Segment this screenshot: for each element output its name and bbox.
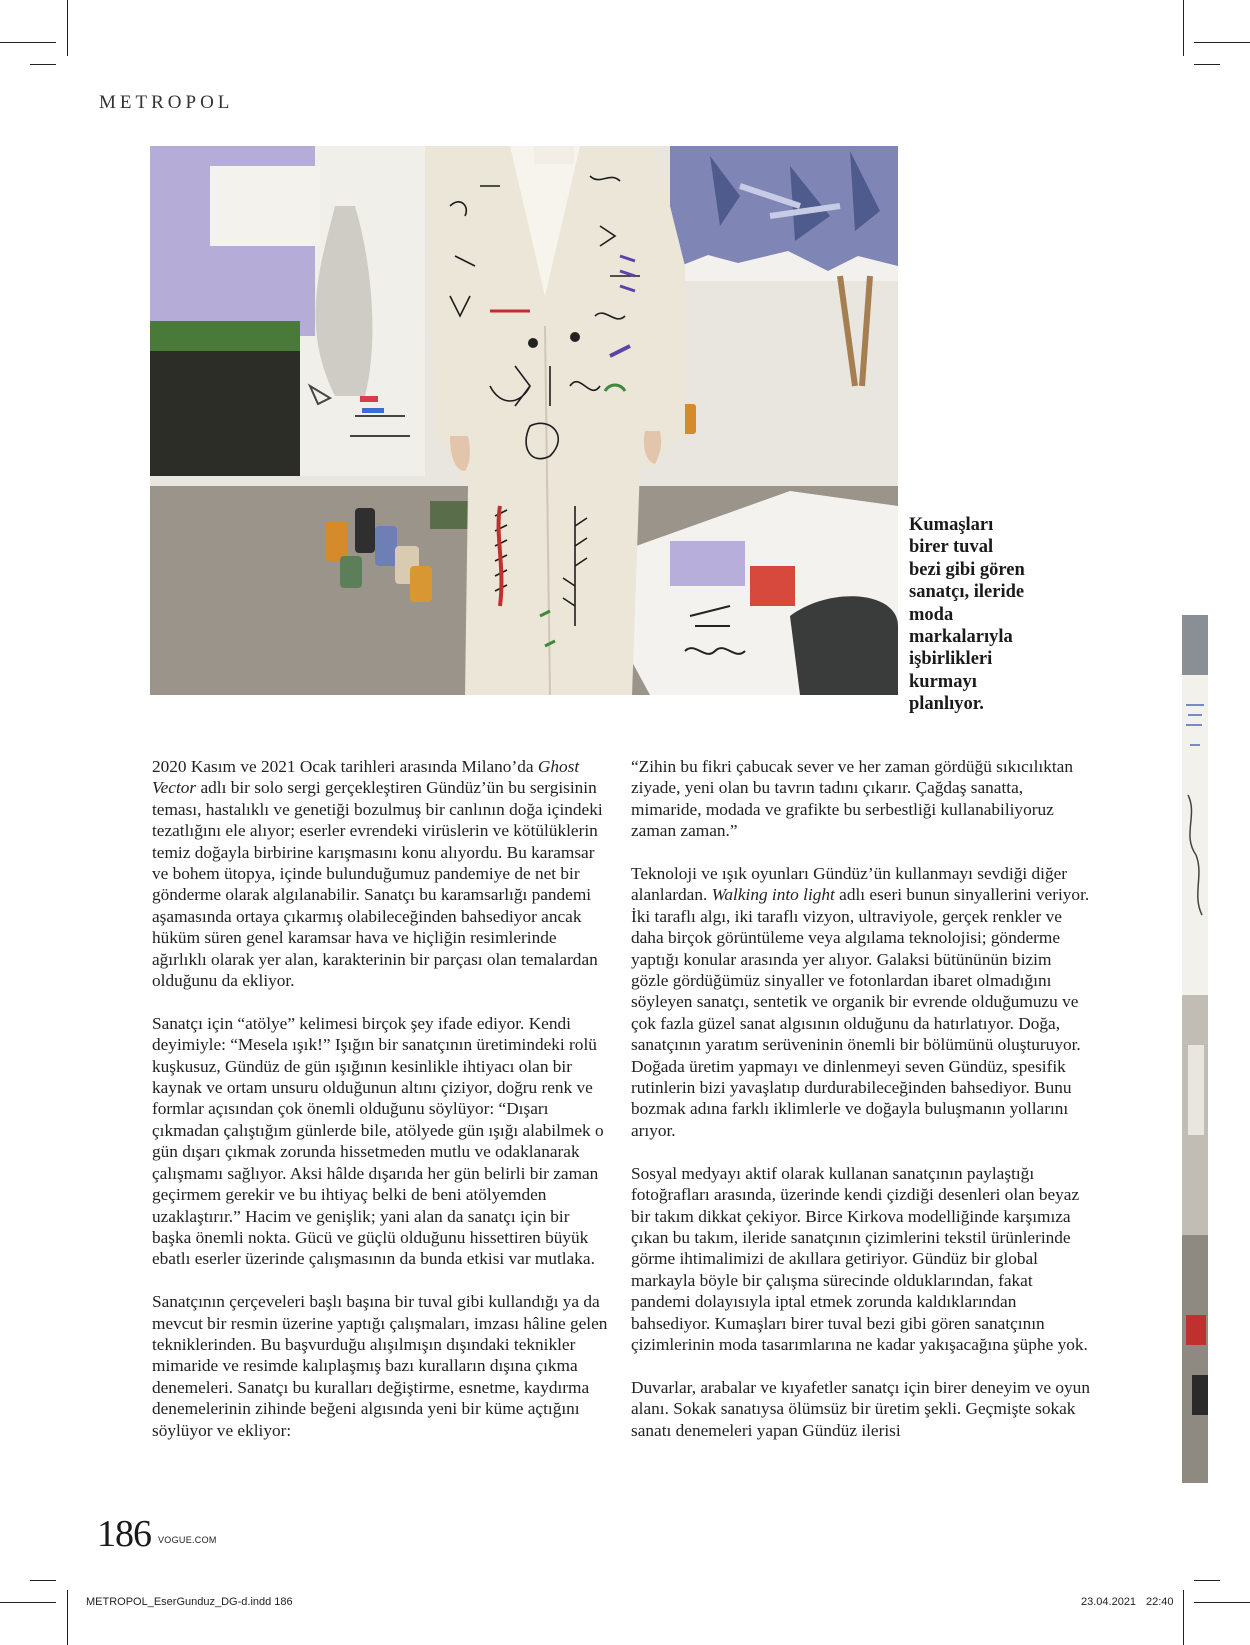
article-paragraph [631, 863, 1091, 1141]
crop-mark [0, 42, 56, 43]
crop-mark [1194, 1580, 1220, 1581]
article-paragraph [631, 1163, 1091, 1356]
article-paragraph [631, 756, 1091, 842]
text-run: Duvarlar, arabalar ve kıyafetler sanatçı için birer deneyim ve oyun alanı. Sokak sanatıysa ölümsüz bir üretim şekli. Geçmişte sokak sanatı denemeleri yapan Gündüz ilerisi [631, 1377, 1090, 1440]
print-slug-date: 23.04.2021 [1081, 1596, 1137, 1608]
print-slug-time: 22:40 [1146, 1596, 1174, 1608]
text-run: Teknoloji ve ışık oyunları Gündüz’ün kullanmayı sevdiği diğer alanlardan. [631, 864, 1068, 905]
article-paragraph [152, 756, 612, 991]
article-paragraph [152, 1013, 612, 1270]
crop-mark [1194, 1602, 1250, 1603]
text-run: Sanatçı için “atölye” kelimesi birçok şey ifade ediyor. Kendi deyimiyle: “Mesela ışık!” Işığın bir sanatçının üretimindeki rolü kuşkusuz, Gündüz de gün ışığının kesinlikle ihtiyacı olan bir kaynak ve ortam unsuru olduğunun altını çiziyor, doğru renk ve formlar açısından çok önemli olduğunu söylüyor: “Dışarı çıkmadan çalıştığım günlerde bile, atölyede gün ışığı alabilmek o gün dışarı çıkmak zorunda hissetmeden mutlu ve odaklanarak çalışmamı sağlıyor. Aksi hâlde dışarıda her gün belirli bir zaman geçirmem gerekir ve bu ihtiyaç belki de beni atölyemden uzaklaştırır.” Hacim ve genişlik; yani alan da sanatçı için bir başka önemli nokta. Gücü ve güçlü olduğunu hissettiren büyük ebatlı eserler üzerinde çalışmasının da bunda etkisi var mutlaka. [152, 1013, 604, 1269]
crop-mark [67, 0, 68, 56]
artwork-title: Ghost Vector [152, 757, 580, 798]
page-number: 186 [97, 1513, 151, 1555]
crop-mark [1183, 1590, 1184, 1645]
crop-mark [0, 1602, 56, 1603]
article-column-left [152, 756, 612, 1462]
folio-brand: VOGUE.COM [158, 1535, 217, 1545]
adjacent-page-photo [1182, 615, 1208, 1483]
print-slug-file: METROPOL_EserGunduz_DG-d.indd 186 [86, 1596, 293, 1608]
crop-mark [1194, 42, 1250, 43]
crop-mark [30, 64, 56, 65]
text-run: 2020 Kasım ve 2021 Ocak tarihleri arasında Milano’da [152, 757, 538, 776]
article-column-right [631, 756, 1091, 1462]
text-run: adlı eseri bunun sinyallerini veriyor. İki taraflı algı, iki taraflı vizyon, ultraviyole, gerçek renkler ve daha birçok görüntüleme veya algılama teknolojisi; gönderme yaptığı konular arasında yer alıyor. Galaksi bütününün bizim gözle gördüğümüz sinyaller ve fotonlardan ibaret olmadığını söyleyen sanatçı, sentetik ve organik bir evrende olduğumuzu ve çok fazla güzel sanat algısının olduğunu da hatırlatıyor. Doğa, sanatçının yaratım serüveninin önemli bir bölümünü oluşturuyor. Doğada üretim yapmayı ve dinlenmeyi seven Gündüz, spesifik rutinlerin bizi yavaşlatıp durdurabileceğinden bahsediyor. Bunu bozmak adına farklı iklimlerle ve doğayla buluşmanın yollarını arıyor. [631, 885, 1090, 1140]
article-paragraph [152, 1291, 612, 1441]
article-paragraph [631, 1377, 1091, 1441]
text-run: “Zihin bu fikri çabucak sever ve her zaman gördüğü sıkıcılıktan ziyade, yeni olan bu tavrın tadını çıkarır. Çağdaş sanatta, mimaride, modada ve grafikte bu serbestliği kullanabiliyoruz zaman zaman.” [631, 757, 1073, 841]
crop-mark [30, 1580, 56, 1581]
article-photo [150, 146, 898, 695]
crop-mark [1194, 64, 1220, 65]
adjacent-photo-icon [1182, 615, 1208, 1483]
text-run: Sanatçının çerçeveleri başlı başına bir tuval gibi kullandığı ya da mevcut bir resmin üzerine yaptığı çalışmaları, imzası hâline gelen tekniklerinden. Bu başvurduğu alışılmışın dışındaki teknikler mimaride ve resimde kalıplaşmış bazı kuralların dışına çıkma denemeleri. Sanatçı bu kuralları değiştirme, esnetme, kaydırma denemelerinin zihinde beğeni algısında yeni bir küme açtığını söylüyor ve ekliyor: [152, 1292, 608, 1440]
section-label: METROPOL [99, 92, 234, 113]
crop-mark [1183, 0, 1184, 56]
photo-caption: Kumaşları birer tuval bezi gibi gören sanatçı, ileride moda markalarıyla işbirlikleri kurmayı planlıyor. [909, 515, 1025, 715]
text-run: Sosyal medyayı aktif olarak kullanan sanatçının paylaştığı fotoğrafları arasında, üzerinde kendi çizdiği desenleri olan beyaz bir takım dikkat çekiyor. Birce Kirkova modelliğinde karşımıza çıkan bu takım, ileride sanatçının çizimlerini tekstil ürünlerinde görme ihtimalimizi de akıllara getiriyor. Gündüz bir global markayla böyle bir çalışma sürecinde olduklarından, fakat pandemi dolayısıyla iptal etmek zorunda kaldıklarından bahsediyor. Kumaşları birer tuval bezi gibi gören sanatçının çizimlerinin moda tasarımlarına ne kadar yakışacağına şüphe yok. [631, 1163, 1088, 1354]
crop-mark [67, 1590, 68, 1645]
artwork-title: Walking into light [711, 885, 835, 905]
text-run: adlı bir solo sergi gerçekleştiren Gündüz’ün bu sergisinin teması, hastalıklı ve genetiği bozulmuş bir canlının doğa içindeki tezatlığını ele alıyor; eserler evrendeki virüslerin ve kötülüklerin temiz doğayla birbirine karışmasını konu alıyordu. Bu karamsar ve bohem ütopya, içinde bulunduğumuz pandemiye de net bir gönderme olarak algılanabilir. Sanatçı bu karamsarlığı pandemi aşamasında ortaya çıkarmış olabileceğinden bahsediyor ancak hüküm süren genel karamsar hava ve hiçliğin resimlerinde ağırlıklı olarak yer alan, karakterinin bir parçası olan temalardan olduğunu da ekliyor. [152, 778, 603, 991]
photo-artist-studio-icon [150, 146, 898, 695]
